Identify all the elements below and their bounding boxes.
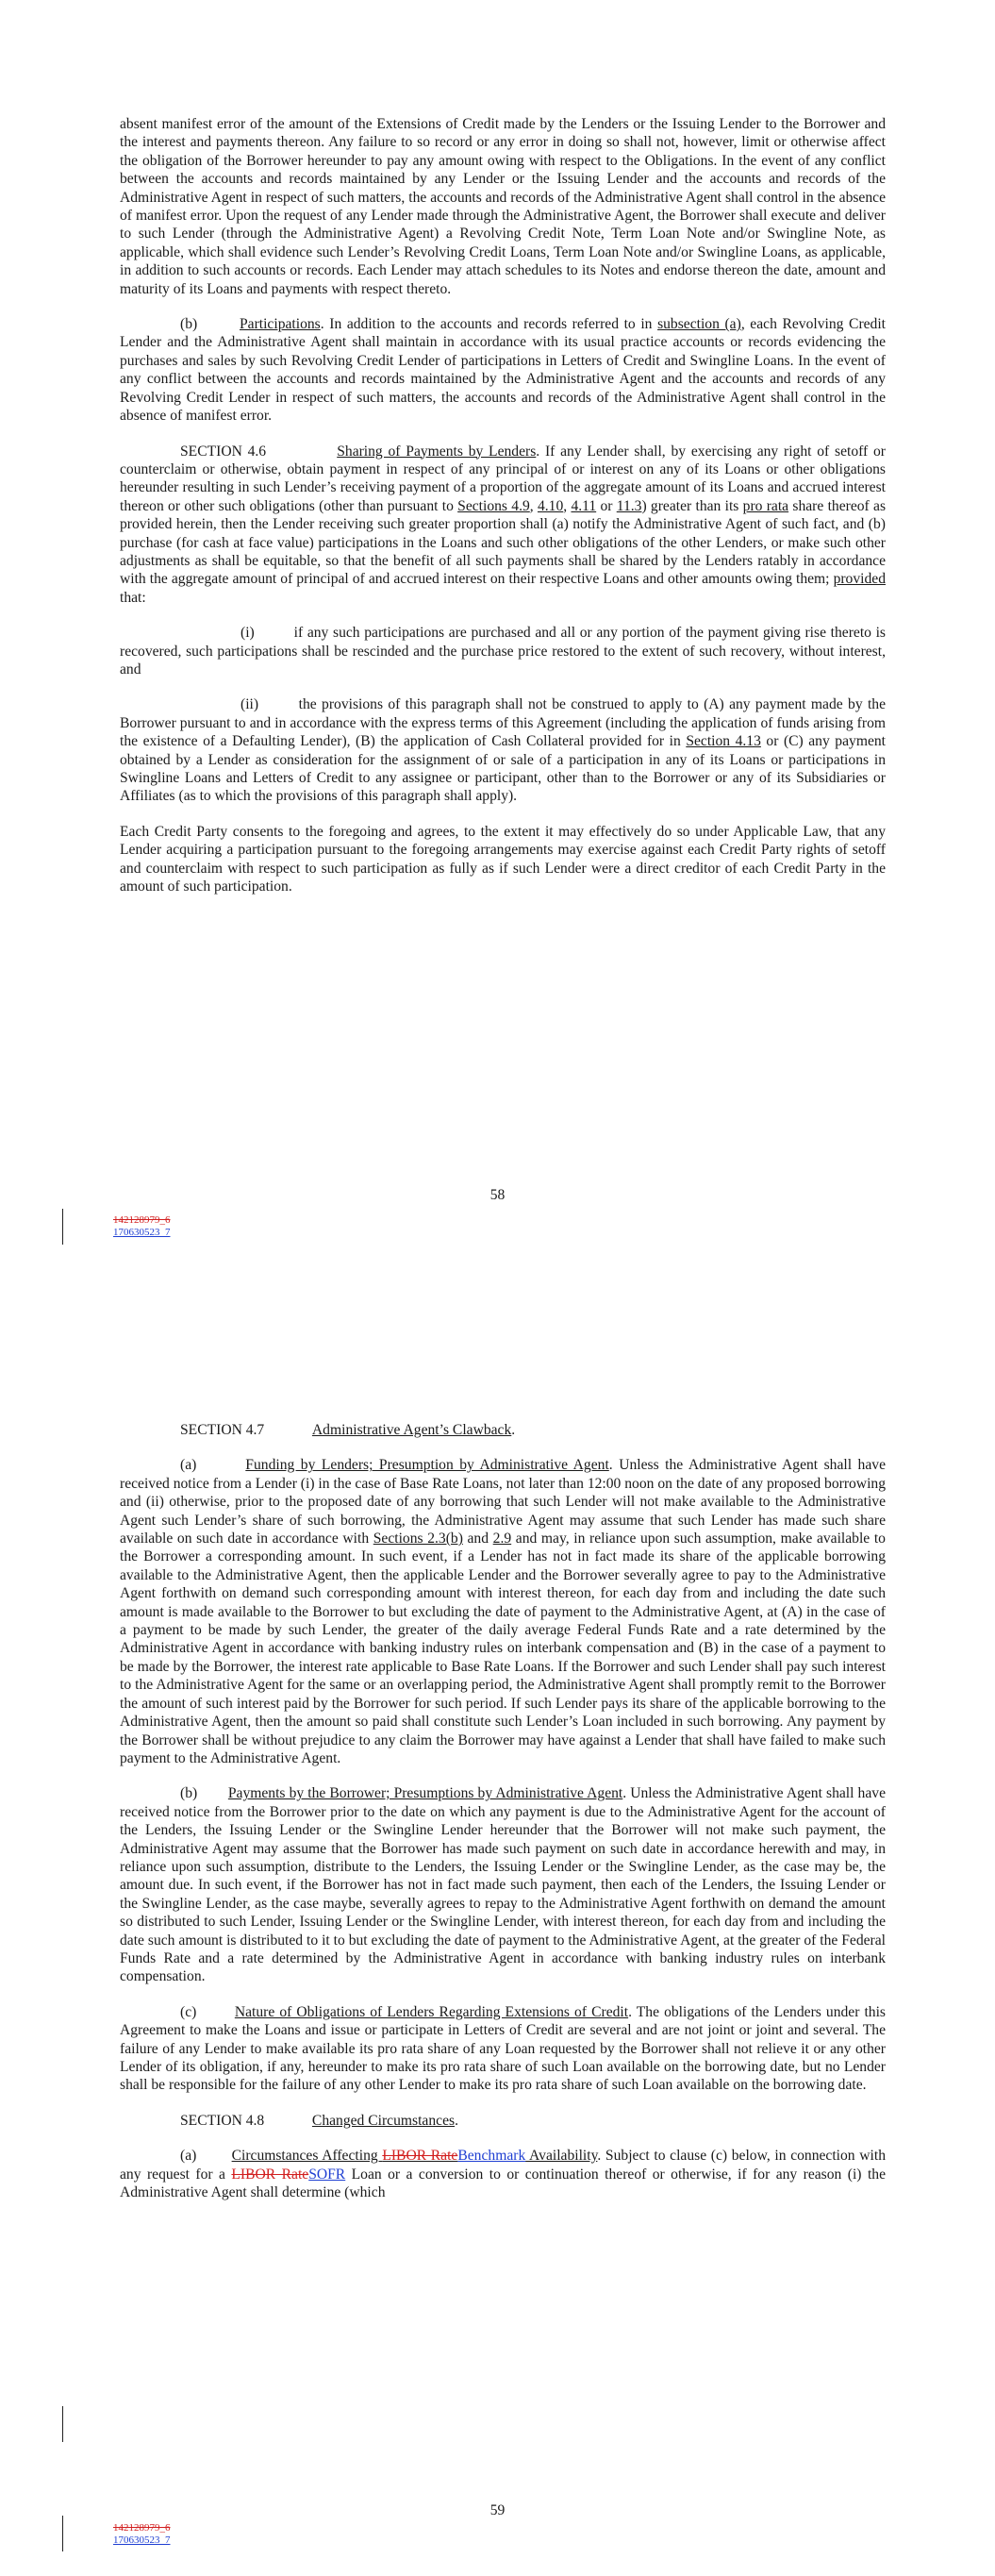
clause-text: . Subject to clause (c) below, in connection with any request for a (120, 2148, 886, 2183)
section-text: that: (120, 589, 146, 606)
page-58-body (120, 115, 886, 912)
section-text: , (563, 497, 572, 514)
subsection-a-reference: subsection (a) (657, 316, 741, 333)
deleted-text: LIBOR Rate (231, 2166, 309, 2183)
section-4-8-heading (120, 2112, 886, 2130)
change-bar (62, 2516, 63, 2551)
closing-paragraph: Each Credit Party consents to the foregoing and agrees, to the extent it may effectively do so under Applicable Law, that any Lender acquiring a participation pursuant to the foregoing arrangements may exercise against each Credit Party rights of setoff and counterclaim with respect to such participation as fully as if such Lender were a direct creditor of each Credit Party in the amount of such participation. (120, 823, 886, 895)
participations-text: , each Revolving Credit Lender and the Administrative Agent shall maintain in accordance with its usual practice accounts or records evidencing the purchases and sales by such Revolving Credit Lender of participations in Letters of Credit and Swingline Loans. In the event of any conflict between the accounts and records maintained by the Administrative Agent and the accounts and records of any Revolving Credit Lender in respect of such matters, the accounts and records of the Administrative Agent shall control in the absence of manifest error. (120, 316, 887, 425)
participations-heading: Participations (239, 316, 321, 333)
section-4-7-title: Administrative Agent’s Clawback (311, 1422, 512, 1438)
title-text: Circumstances Affecting (231, 2148, 383, 2165)
clause-text: Loan or a conversion to or continuation thereof or otherwise, if for any reason (i) the Administrative Agent shall determine (which (120, 2166, 886, 2201)
participations-paragraph (120, 315, 886, 425)
page-number: 59 (489, 2502, 506, 2518)
footer-old-doc-id: 142128979_6 (113, 2522, 171, 2534)
page-59-body (120, 1421, 886, 2218)
page-58 (0, 0, 995, 1283)
change-bar (62, 2406, 63, 2442)
clause-b-text: . Unless the Administrative Agent shall have received notice from the Borrower prior to the date on which any payment is due to the Administrative Agent for the account of the Lenders, the Issuing Lender or the Swingline Lender hereunder that the Borrower will not make such payment, the Administrative Agent may assume that the Borrower has made such payment on such date in accordance herewith and may, in reliance upon such assumption, distribute to the Lenders, the Issuing Lender or the Swingline Lender, as the case may be, the amount due. In such event, if the Borrower has not in fact made such payment, then each of the Lenders, the Issuing Lender or the Swingline Lender, as the case maybe, severally agrees to repay to the Administrative Agent forthwith on demand the amount so distributed to such Lender, Issuing Lender or the Swingline Lender, with interest thereon, for each day from and including the date such amount is distributed to it to but excluding the date of payment to the Administrative Agent, at the greater of the Federal Funds Rate and a rate determined by the Administrative Agent in accordance with banking industry rules on interbank compensation. (120, 1785, 886, 1985)
clause-a-text: . Unless the Administrative Agent shall have received notice from a Lender (i) in the case of Base Rate Loans, not later than 12:00 noon on the date of any proposed borrowing and (ii) otherwise, prior to the proposed date of any borrowing that such Lender will not make available to the Administrative Agent such Lender’s share of such borrowing, the Administrative Agent may assume that such Lender has made such share available on such date in accordance with (120, 1457, 886, 1547)
section-4-8-title: Changed Circumstances (311, 2112, 456, 2129)
footer-old-doc-id: 142128979_6 (113, 1214, 171, 1226)
clause-label-i: (i) (240, 625, 255, 642)
clause-b-paragraph (120, 1784, 886, 1985)
clause-a-text: and (462, 1531, 493, 1547)
cross-reference: 4.10 (537, 497, 564, 514)
section-4-8-period: . (455, 2112, 458, 2129)
clause-b-title: Payments by the Borrower; Presumptions by Administrative Agent (227, 1785, 623, 1802)
clause-label-a: (a) (180, 2148, 197, 2165)
inserted-text: Benchmark (457, 2148, 526, 2165)
clause-label-c: (c) (180, 2003, 197, 2020)
clause-label-b: (b) (180, 316, 198, 333)
clause-a-benchmark-title (232, 2148, 598, 2164)
section-4-13-reference: Section 4.13 (686, 733, 761, 750)
cross-reference: Sections 2.3(b) (373, 1531, 463, 1547)
section-4-7-label: SECTION 4.7 (180, 1422, 265, 1438)
section-text: ) greater than its (641, 497, 743, 514)
clause-c-title: Nature of Obligations of Lenders Regarding Extensions of Credit (234, 2003, 629, 2020)
section-4-8-label: SECTION 4.8 (180, 2112, 265, 2129)
document-footer (113, 2522, 171, 2547)
cross-reference: 4.11 (571, 497, 597, 514)
cross-reference: 11.3 (616, 497, 642, 514)
clause-i-text: if any such participations are purchased and all or any portion of the payment giving rise thereto is recovered, such participations shall be rescinded and the purchase price restored to the extent of such recovery, without interest, and (120, 625, 887, 677)
inserted-text: SOFR (308, 2166, 346, 2183)
clause-a-benchmark-paragraph (120, 2147, 886, 2201)
section-4-6-paragraph (120, 443, 886, 608)
document-footer (113, 1214, 171, 1239)
cross-reference: Sections 4.9 (457, 497, 530, 514)
clause-a-text: and may, in reliance upon such assumption, make available to the Borrower a corresponding amount. In such event, if a Lender has not in fact made its share of the applicable borrowing available to the Administrative Agent, then the applicable Lender and the Borrower severally agree to pay to the Administrative Agent forthwith on demand such corresponding amount with interest thereon, for each day from and including the date such amount is made available to the Borrower to but excluding the date of payment to the Administrative Agent, at (A) in the case of a payment to be made by such Lender, the greater of the daily average Federal Funds Rate and a rate determined by the Administrative Agent in accordance with banking industry rules on interbank compensation and (B) in the case of a payment to be made by the Borrower, the interest rate applicable to Base Rate Loans. If the Borrower and such Lender shall pay such interest to the Administrative Agent for the same or an overlapping period, the Administrative Agent shall promptly remit to the Borrower the amount of such interest paid by the Borrower for such period. If such Lender pays its share of the applicable borrowing to the Administrative Agent, then the amount so paid shall constitute such Lender’s Loan included in such borrowing. Any payment by the Borrower shall be without prejudice to any claim the Borrower may have against a Lender that shall have failed to make such payment to the Administrative Agent. (120, 1531, 886, 1766)
cross-reference: 2.9 (492, 1531, 512, 1547)
section-4-6-label: SECTION 4.6 (180, 443, 267, 460)
clause-label-b: (b) (180, 1785, 198, 1802)
section-text: or (596, 497, 617, 514)
paragraph-continuation: absent manifest error of the amount of the Extensions of Credit made by the Lenders or the Issuing Lender to the Borrower and the interest and payments thereon. Any failure to so record or any error in doing so shall not, however, limit or otherwise affect the obligation of the Borrower hereunder to pay any amount owing with respect to the Obligations. In the event of any conflict between the accounts and records maintained by any Lender or the Issuing Lender and the accounts and records of the Administrative Agent in respect of such matters, the accounts and records of the Administrative Agent shall control in the absence of manifest error. Upon the request of any Lender made through the Administrative Agent, the Borrower shall execute and deliver to such Lender (through the Administrative Agent) a Revolving Credit Note, Term Loan Note and/or Swingline Note, as applicable, which shall evidence such Lender’s Revolving Credit Loans, Term Loan Note and/or Swingline Loans, as applicable, in addition to such accounts or records. Each Lender may attach schedules to its Notes and endorse thereon the date, amount and maturity of its Loans and payments with respect thereto. (120, 116, 886, 297)
footer-new-doc-id: 170630523_7 (113, 1227, 171, 1238)
section-text: , (529, 497, 538, 514)
provided-term: provided (833, 571, 886, 588)
clause-label-a: (a) (180, 1457, 197, 1474)
change-bar (62, 1209, 63, 1245)
clause-c-paragraph (120, 2003, 886, 2095)
footer-new-doc-id: 170630523_7 (113, 2534, 171, 2546)
clause-ii-paragraph (120, 695, 886, 805)
clause-ii-text: or (C) any payment obtained by a Lender as consideration for the assignment of or sale of a participation in any of its Loans or participations in Swingline Loans and Letters of Credit to any assignee or participant, other than to the Borrower or any of its Subsidiaries or Affiliates (as to which the provisions of this paragraph shall apply). (120, 733, 886, 805)
clause-label-ii: (ii) (240, 696, 259, 713)
title-text: Availability (525, 2148, 598, 2165)
page-59 (0, 1283, 995, 2576)
clause-a-title: Funding by Lenders; Presumption by Administrative Agent (245, 1457, 609, 1474)
pro-rata-term: pro rata (742, 497, 789, 514)
clause-c-text: . The obligations of the Lenders under this Agreement to make the Loans and issue or participate in Letters of Credit are several and are not joint or joint and several. The failure of any Lender to make available its pro rata share of any Loan requested by the Borrower shall not relieve it or any other Lender of its obligation, if any, hereunder to make its pro rata share of such Loan available on the borrowing date, but no Lender shall be responsible for the failure of any other Lender to make its pro rata share of such Loan available on the borrowing date. (120, 2003, 886, 2094)
clause-a-paragraph (120, 1456, 886, 1767)
clause-i-paragraph (120, 624, 886, 678)
deleted-text: LIBOR Rate (382, 2148, 458, 2165)
section-text: share thereof as provided herein, then the Lender receiving such greater proportion shall (a) notify the Administrative Agent of such fact, and (b) purchase (for cash at face value) participations in the Loans and such other obligations of the other Lenders, or make such other adjustments as shall be equitable, so that the benefit of all such payments shall be shared by the Lenders ratably in accordance with the aggregate amount of principal of and accrued interest on their respective Loans and other amounts owing them; (120, 497, 887, 588)
section-text: . If any Lender shall, by exercising any right of setoff or counterclaim or otherwise, obtain payment in respect of any principal of or interest on any of its Loans or other obligations hereunder resulting in such Lender’s receiving payment of a proportion of the aggregate amount of its Loans and accrued interest thereon or other such obligations (other than pursuant to (120, 443, 886, 514)
clause-ii-text: the provisions of this paragraph shall not be construed to apply to (A) any payment made by the Borrower pursuant to and in accordance with the express terms of this Agreement (including the application of funds arising from the existence of a Defaulting Lender), (B) the application of Cash Collateral provided for in (120, 696, 886, 750)
page-number: 58 (489, 1187, 506, 1203)
section-4-6-title: Sharing of Payments by Lenders (337, 443, 537, 460)
participations-text: . In addition to the accounts and records referred to in (320, 316, 658, 333)
section-4-7-heading: SECTION 4.7 Administrative Agent’s Clawback. (180, 1422, 516, 1438)
